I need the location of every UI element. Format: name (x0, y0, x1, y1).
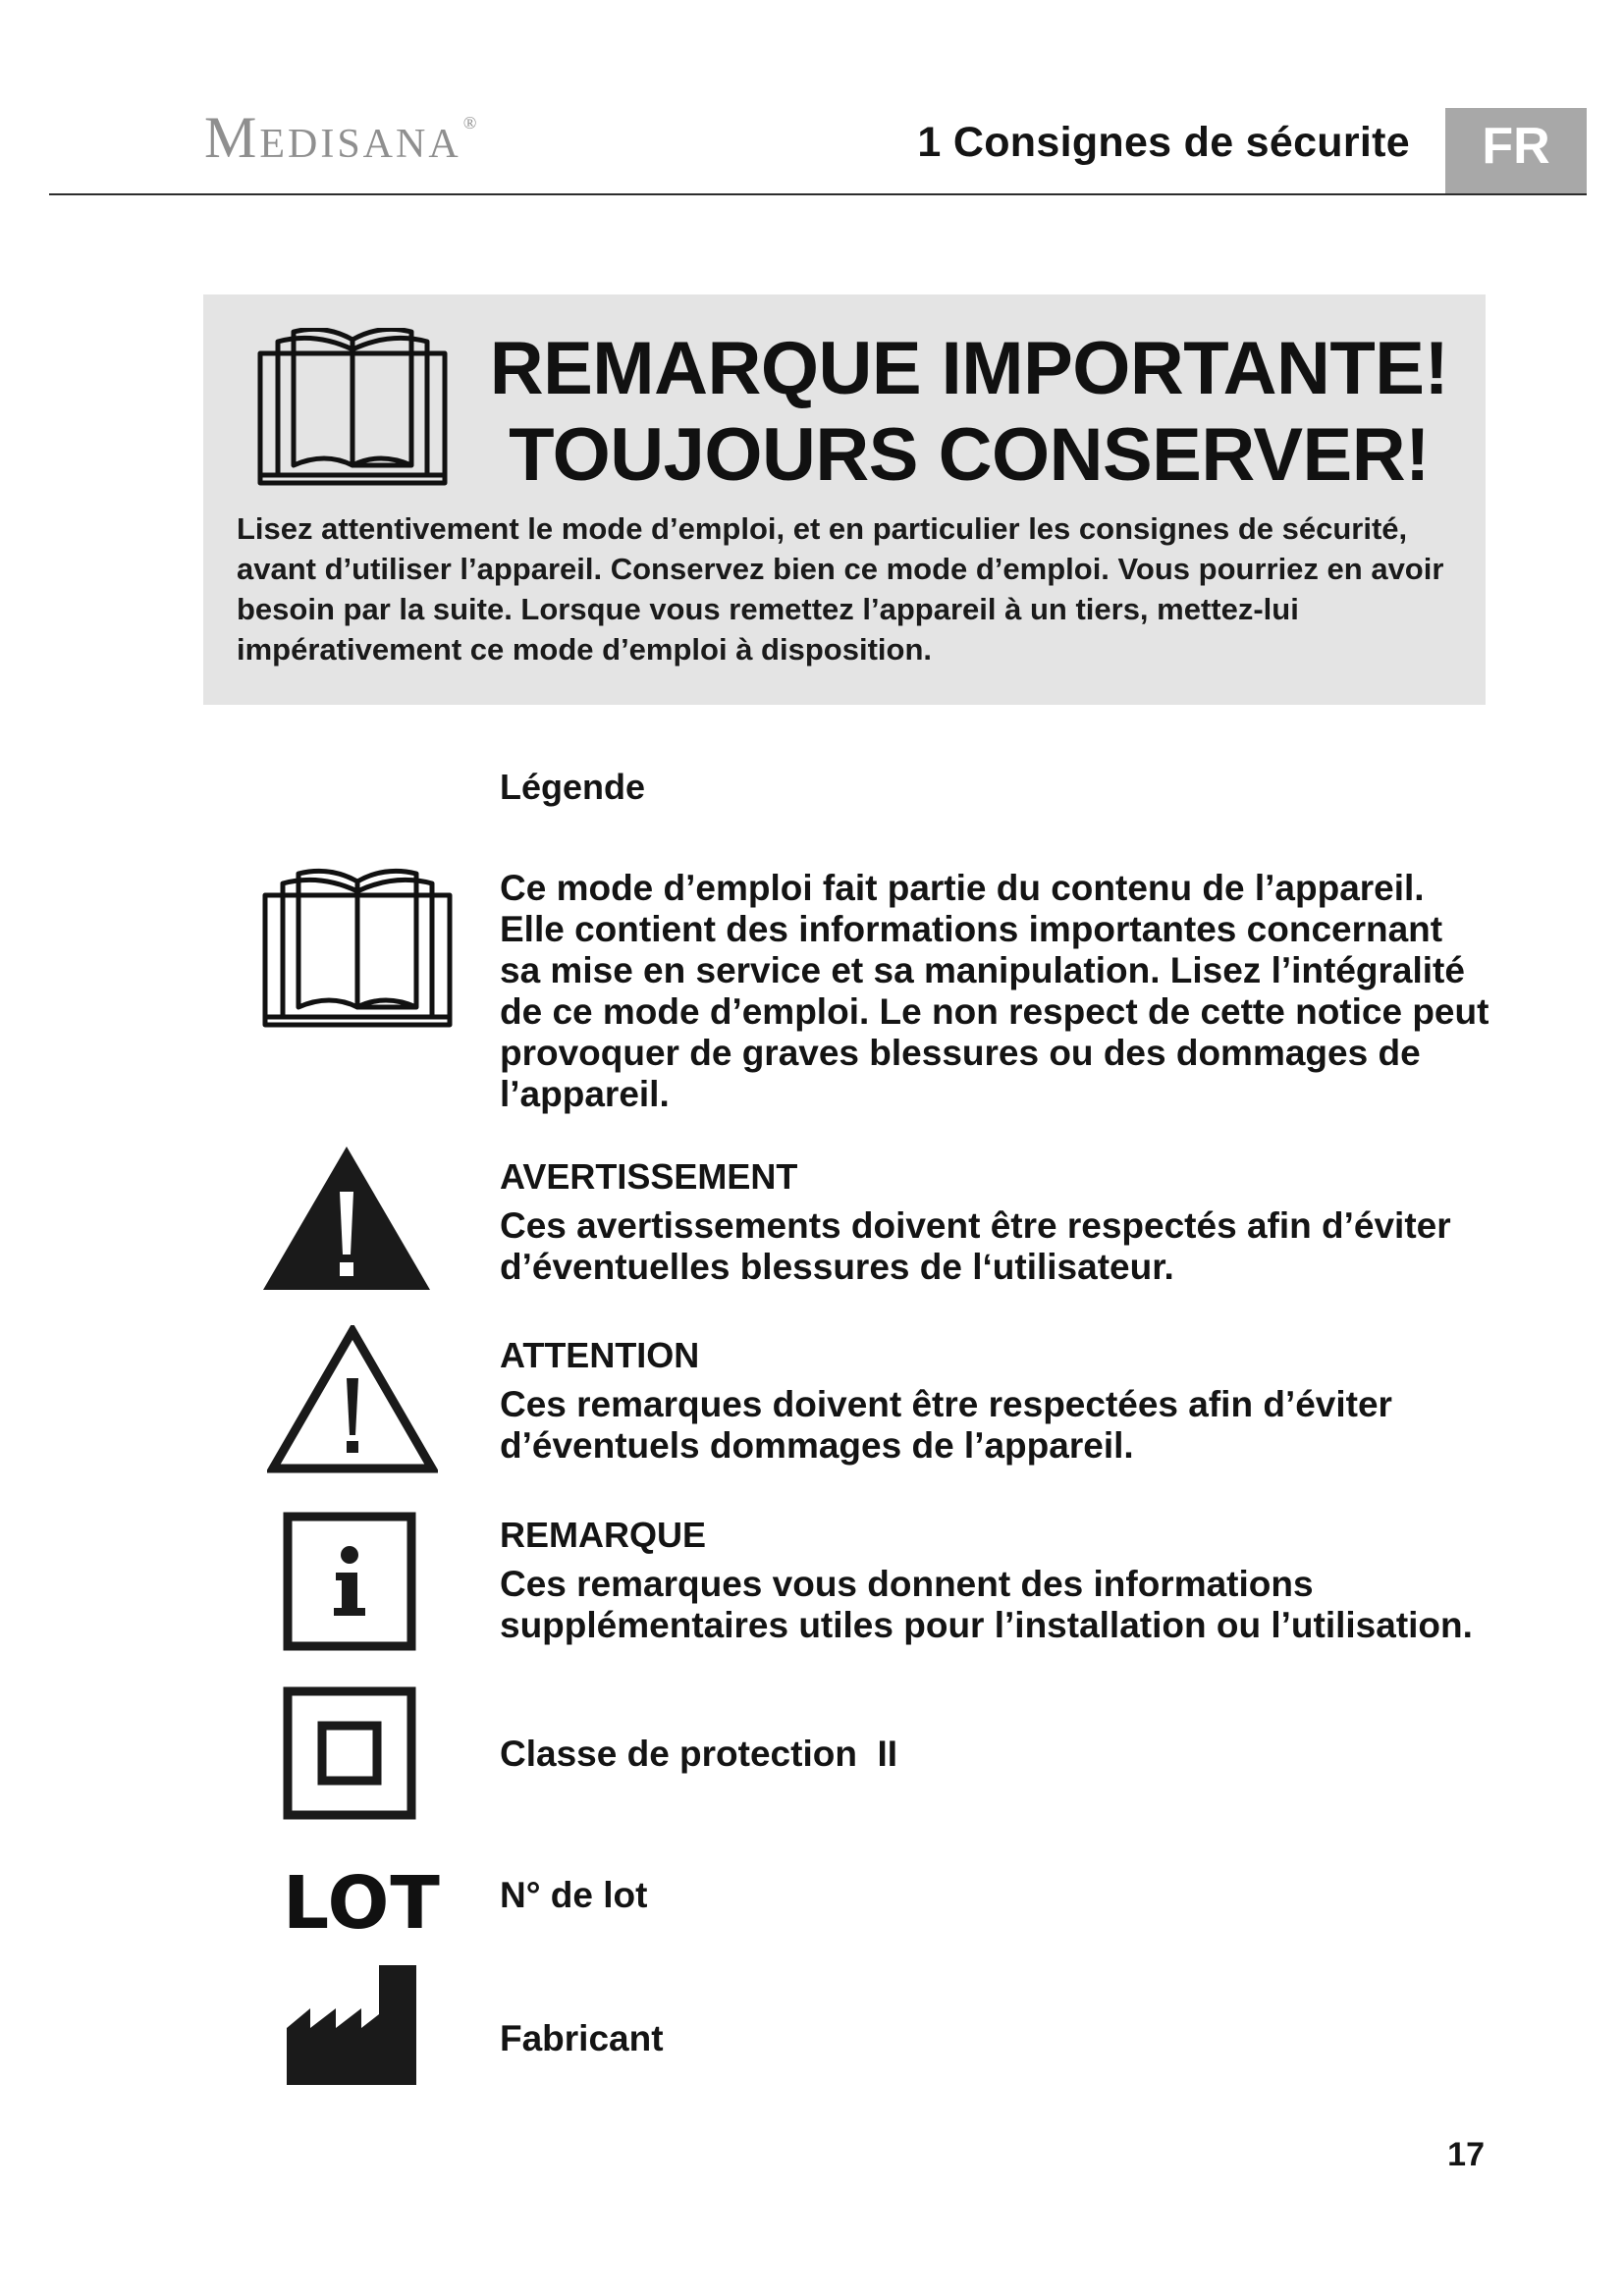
legend-item-label: AVERTISSEMENT (500, 1156, 798, 1197)
info-box-icon (283, 1512, 416, 1651)
legend-item-protection-class (500, 1734, 1491, 1775)
manual-book-icon (256, 328, 449, 487)
registered-mark: ® (462, 113, 480, 133)
warning-filled-triangle-icon (261, 1145, 432, 1292)
notice-title (478, 326, 1460, 499)
legend-item-note (500, 1515, 1491, 1646)
section-title: 1 Consignes de sécurite (917, 119, 1410, 166)
manual-book-icon (261, 868, 454, 1029)
legend-item-label: N° de lot (500, 1875, 648, 1915)
protection-class-ii-icon (283, 1686, 416, 1820)
header-divider (49, 193, 1587, 195)
brand-logo (204, 105, 480, 170)
legend-item-description: Ces remarques doivent être respectées afin d’éviter d’éventuels dommages de l’appareil. (500, 1384, 1392, 1466)
notice-text: Lisez attentivement le mode d’emploi, et en particulier les consignes de sécurité, avant d’utiliser l’appareil. Conservez bien ce mode d’emploi. Vous pourriez en avoir besoin par la suite. Lorsque vous remettez l’appareil à un tiers, mettez-lui impérativement ce mode d’emploi à disposition. (237, 511, 1444, 667)
legend-item-description: Ces remarques vous donnent des informations supplémentaires utiles pour l’installation ou l’utilisation. (500, 1564, 1473, 1645)
legend-item-label: Fabricant (500, 2018, 664, 2058)
legend-item-description: Ces avertissements doivent être respectés afin d’éviter d’éventuelles blessures de l‘utilisateur. (500, 1205, 1451, 1287)
notice-title-line1: REMARQUE IMPORTANTE! (489, 327, 1449, 410)
legend-item-label: Classe de protection II (500, 1734, 898, 1774)
lot-number-icon: LOT (283, 1861, 441, 1946)
legend-item-manufacturer (500, 2018, 1491, 2059)
legend-item-manual (500, 868, 1491, 1115)
manufacturer-icon (285, 1963, 418, 2087)
caution-outline-triangle-icon (267, 1325, 438, 1474)
legend-item-description: Ce mode d’emploi fait partie du contenu de l’appareil. Elle contient des informations importantes concernant sa mise en service et sa manipulation. Lisez l’intégralité de ce mode d’emploi. Le non respect de cette notice peut provoquer de graves blessures ou des dommages de l’appareil. (500, 868, 1489, 1114)
legend-item-warning (500, 1156, 1491, 1288)
legend-item-label: REMARQUE (500, 1515, 707, 1555)
page-number: 17 (1447, 2136, 1485, 2173)
page-header (0, 0, 1624, 196)
brand-name: Medisana (204, 105, 461, 170)
language-tab: FR (1445, 108, 1587, 194)
legend-item-label: ATTENTION (500, 1335, 700, 1375)
legend-heading: Légende (500, 767, 646, 807)
legend-item-caution (500, 1335, 1491, 1467)
legend-item-lot (500, 1875, 1491, 1916)
notice-title-line2: TOUJOURS CONSERVER! (509, 413, 1430, 497)
important-notice-box (203, 294, 1486, 705)
